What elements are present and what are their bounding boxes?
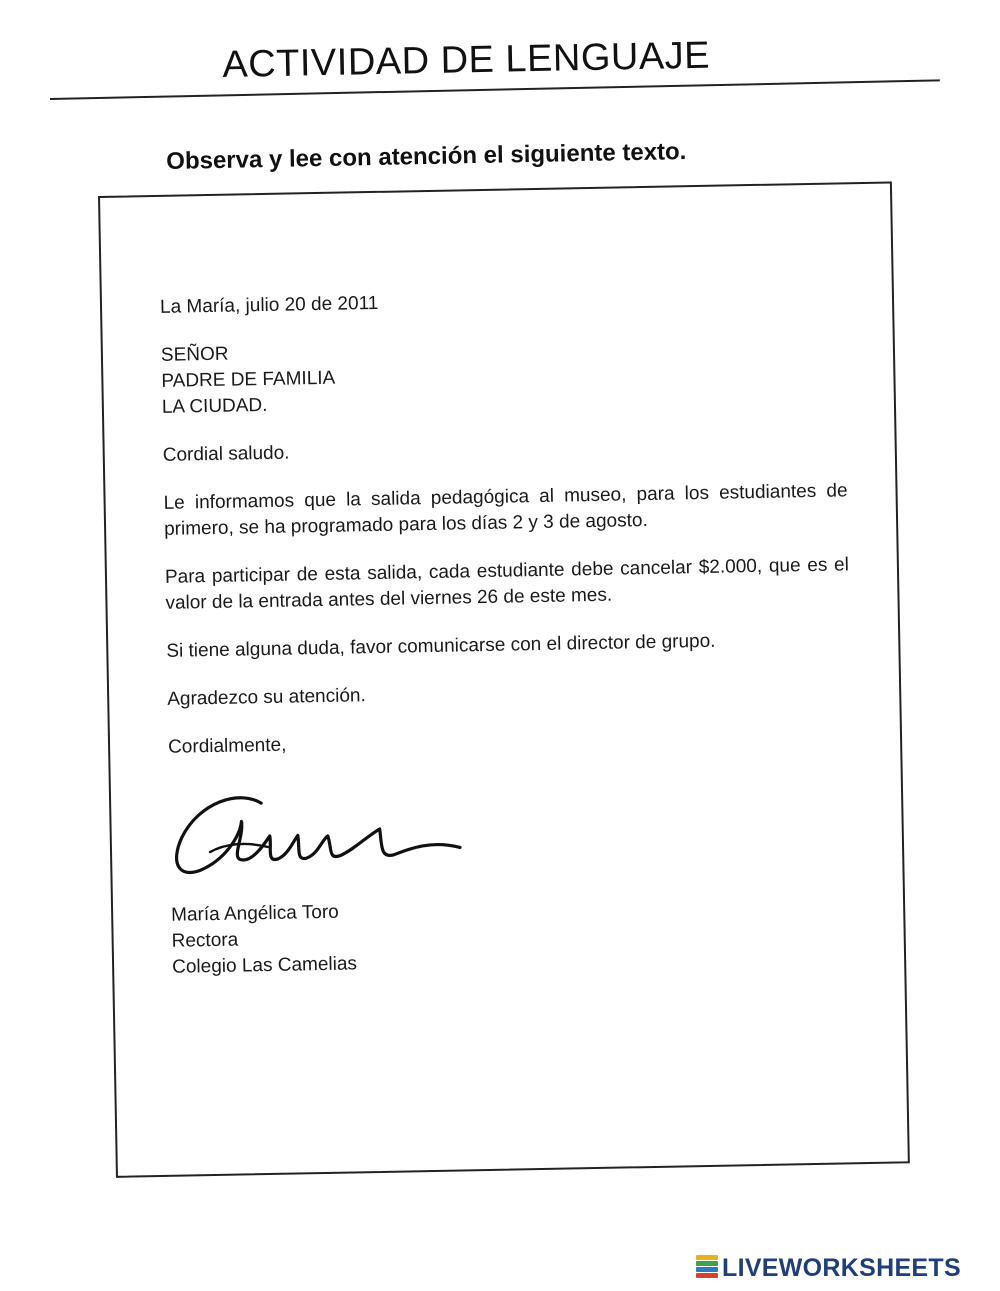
- recipient-line: SEÑOR: [160, 343, 229, 366]
- letter-paragraph: Agradezco su atención.: [167, 685, 366, 710]
- logo-bar: [696, 1267, 718, 1272]
- letter-content: [160, 282, 856, 980]
- logo-bar: [696, 1261, 718, 1266]
- brand-name: LIVEWORKSHEETS: [722, 1253, 961, 1282]
- letter-closing: Cordialmente,: [167, 734, 287, 758]
- instruction-text: Observa y lee con atención el siguiente texto.: [166, 138, 687, 175]
- title-underline: [50, 79, 940, 100]
- letter-paragraph: Le informamos que la salida pedagógica al museo, para los estudiantes de primero, se ha programado para los días 2 y 3 de agosto.: [163, 480, 848, 540]
- signer-name: María Angélica Toro: [171, 901, 339, 926]
- letter-recipient: [161, 330, 846, 421]
- recipient-line: LA CIUDAD.: [161, 394, 268, 418]
- signer-institution: Colegio Las Camelias: [171, 953, 358, 978]
- page-title: ACTIVIDAD DE LENGUAJE: [222, 34, 711, 86]
- liveworksheets-logo-icon: [696, 1255, 718, 1281]
- letter-frame: [98, 181, 910, 1177]
- signer-role: Rectora: [171, 929, 239, 952]
- handwritten-signature: [169, 777, 471, 892]
- liveworksheets-brand: [696, 1254, 961, 1282]
- letter-paragraph: Para participar de esta salida, cada estudiante debe cancelar $2.000, que es el valor de la entrada antes del viernes 26 de este mes.: [164, 554, 850, 614]
- letter-salutation: Cordial saludo.: [162, 442, 290, 466]
- letter-paragraph: Si tiene alguna duda, favor comunicarse con el director de grupo.: [166, 630, 716, 662]
- logo-bar: [696, 1255, 718, 1260]
- logo-bar: [696, 1273, 718, 1278]
- letter-date: La María, julio 20 de 2011: [159, 292, 379, 318]
- recipient-line: PADRE DE FAMILIA: [161, 367, 336, 392]
